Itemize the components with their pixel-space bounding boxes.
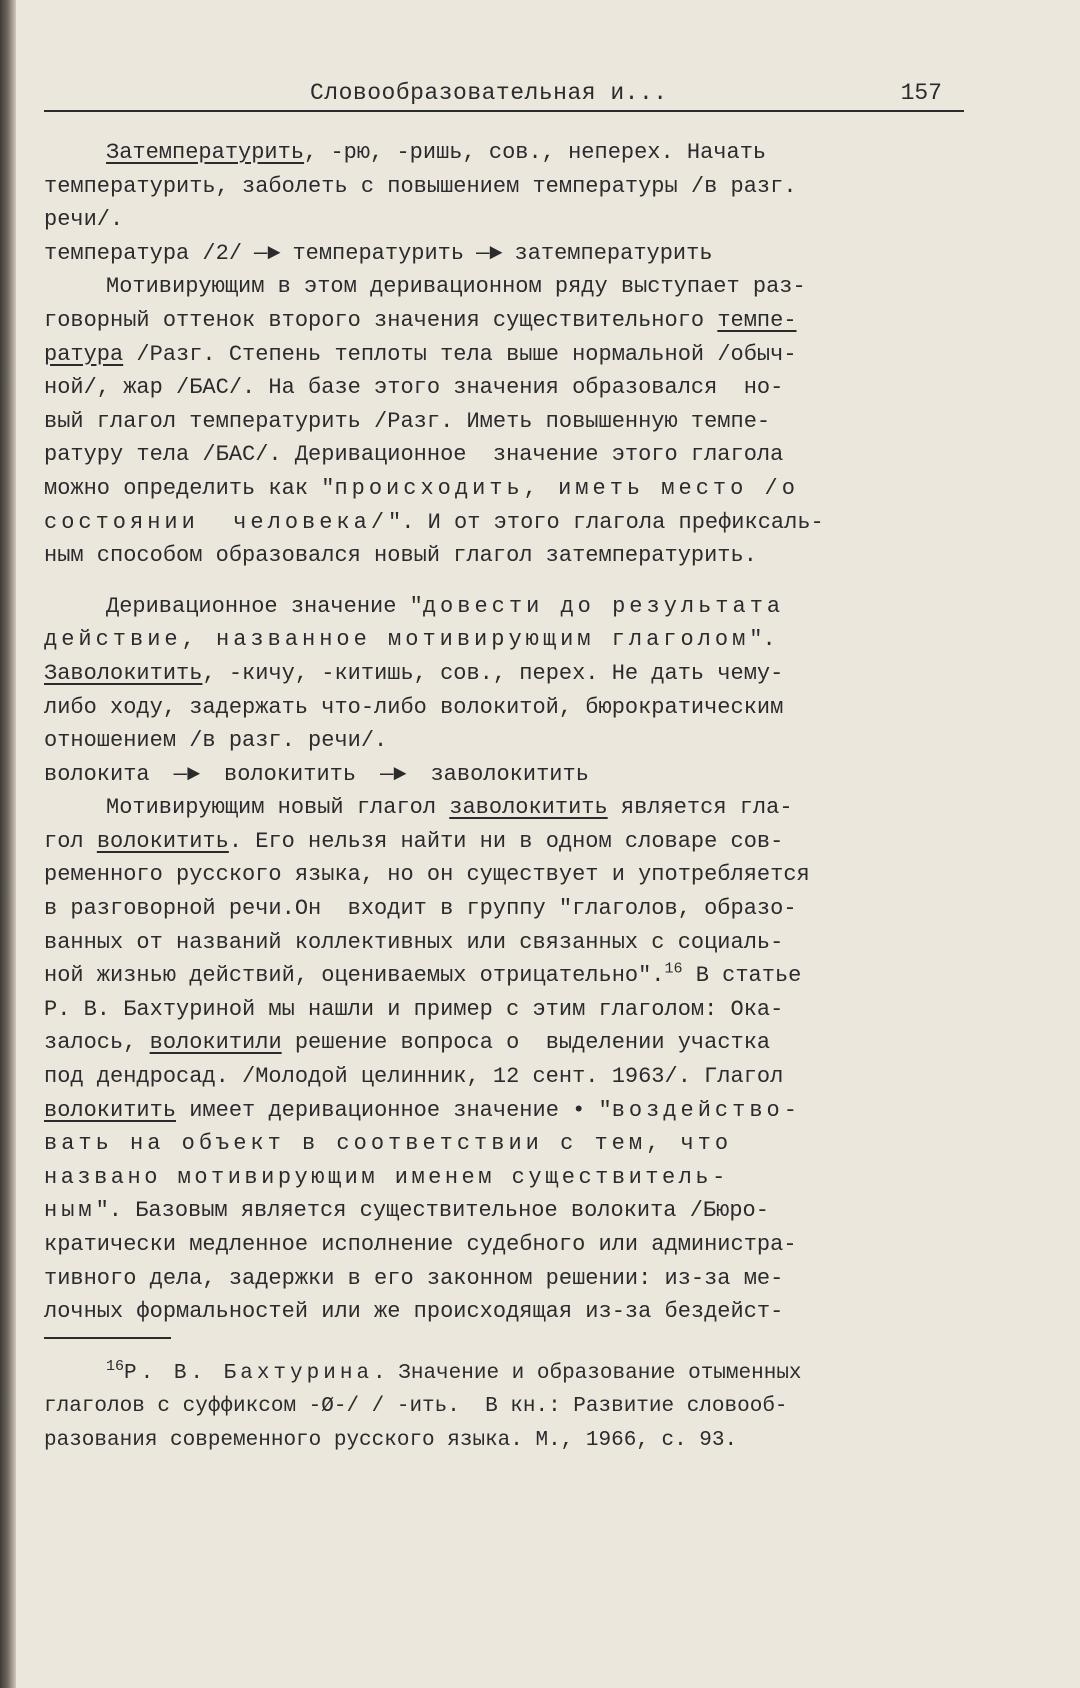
para3-line9: под дендросад. /Молодой целинник, 12 сент. 1963/. Глагол: [44, 1064, 784, 1090]
footnote: [44, 1357, 964, 1458]
arrow-icon: —►: [476, 240, 503, 266]
book-spine-shadow: [0, 0, 16, 1688]
page-number: 157: [900, 80, 942, 106]
para2-line1: Деривационное значение "довести до результата: [106, 593, 785, 619]
para3-line13: ным". Базовым является существительное волокита /Бюро-: [44, 1198, 769, 1224]
entry2-headword: Заволокитить: [44, 660, 203, 686]
running-title: Словообразовательная и...: [310, 80, 668, 106]
para3-line3: ременного русского языка, но он существует и употребляется: [44, 862, 810, 888]
entry1-line1: Затемпературить, -рю, -ришь, сов., неперех. Начать: [106, 140, 767, 165]
para1-line7: можно определить как "происходить, иметь место /о: [44, 475, 799, 501]
para3-line11: вать на объект в соответствии с тем, что: [44, 1131, 733, 1157]
para3-line4: в разговорной речи.Он входит в группу "глаголов, образо-: [44, 896, 797, 922]
para3-line7: Р. В. Бахтуриной мы нашли и пример с этим глаголом: Ока-: [44, 996, 784, 1022]
entry1-line2: температурить, заболеть с повышением температуры /в разг.: [44, 173, 797, 199]
entry2-derivation-chain: волокита —► волокитить —► заволокитить: [44, 761, 589, 787]
running-header: [44, 78, 964, 112]
para3-line8: залось, волокитили решение вопроса о выделении участка: [44, 1030, 771, 1056]
para3-line1: Мотивирующим новый глагол заволокитить является гла-: [106, 795, 793, 821]
page: [44, 78, 964, 1458]
entry1-derivation-chain: температура /2/ —► температурить —► затемпературить: [44, 240, 713, 266]
para3-line6: ной жизнью действий, оцениваемых отрицательно".$^{16}$ В статье: [44, 960, 802, 989]
footnote-line1: $^{16}$Р. В. Бахтурина. Значение и образование отыменных: [106, 1357, 802, 1385]
para3-line15: тивного дела, задержки в его законном решении: из-за ме-: [44, 1265, 784, 1291]
para3-line2: гол волокитить. Его нельзя найти ни в одном словаре сов-: [44, 828, 784, 854]
footnote-number: 16: [106, 1357, 125, 1375]
para1-line9: ным способом образовался новый глагол затемпературить.: [44, 543, 757, 569]
entry2-line1: Заволокитить, -кичу, -китишь, сов., перех. Не дать чему-: [44, 660, 784, 686]
footnote-line2: глаголов с суффиксом -Ø-/ / -ить. В кн.: Развитие словооб-: [44, 1395, 788, 1419]
arrow-icon: —►: [254, 240, 281, 266]
para1-line3: ратура /Разг. Степень теплоты тела выше нормальной /обыч-: [44, 341, 797, 367]
para1-line4: ной/, жар /БАС/. На базе этого значения образовался но-: [44, 375, 784, 401]
entry1-headword: Затемпературить: [106, 140, 305, 165]
footnote-line3: разования современного русского языка. М., 1966, с. 93.: [44, 1428, 738, 1452]
para2-line2: действие, названное мотивирующим глаголом".: [44, 627, 776, 653]
entry2-line2: либо ходу, задержать что-либо волокитой, бюрократическим: [44, 694, 784, 720]
para1-line2: говорный оттенок второго значения существительного темпе-: [44, 307, 797, 333]
para1-line8: состоянии человека/". И от этого глагола префиксаль-: [44, 509, 824, 535]
footnote-author: Р. В. Бахтурина: [124, 1361, 374, 1385]
para1-line5: вый глагол температурить /Разг. Иметь повышенную темпе-: [44, 408, 771, 434]
para3-line5: ванных от названий коллективных или связанных с социаль-: [44, 929, 784, 955]
para3-line16: лочных формальностей или же происходящая из-за бездейст-: [44, 1299, 784, 1325]
para1-line6: ратуру тела /БАС/. Деривационное значение этого глагола: [44, 442, 784, 468]
entry1-line3: речи/.: [44, 207, 124, 233]
footnote-divider: [44, 1337, 171, 1339]
arrow-icon: —►: [380, 761, 407, 787]
entry2-line3: отношением /в разг. речи/.: [44, 728, 388, 754]
footnote-ref: 16: [664, 960, 683, 978]
arrow-icon: —►: [173, 761, 201, 787]
para3-line10: волокитить имеет деривационное значение • "воздейство-: [44, 1097, 801, 1123]
para3-line14: кратически медленное исполнение судебного или администра-: [44, 1232, 797, 1257]
para3-line12: названо мотивирующим именем существитель-: [44, 1164, 729, 1190]
body-text: [44, 136, 964, 1458]
para1-line1: Мотивирующим в этом деривационном ряду выступает раз-: [106, 274, 806, 300]
